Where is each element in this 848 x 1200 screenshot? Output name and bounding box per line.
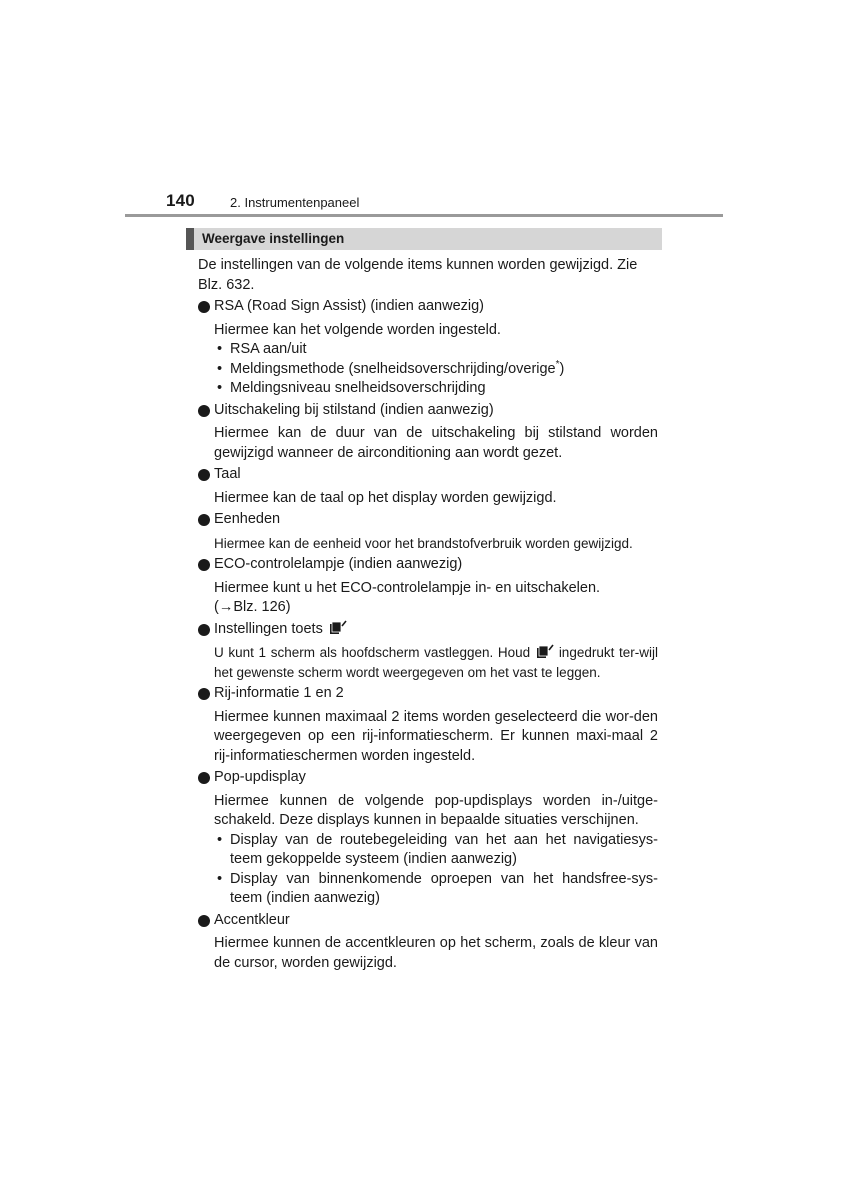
item-title: Uitschakeling bij stilstand (indien aanwezig) (214, 401, 494, 418)
bullet-dot-icon (198, 301, 210, 313)
item-accent-color (198, 911, 658, 974)
bullet-dot-icon (198, 624, 210, 636)
item-popup-display (198, 768, 658, 909)
item-settings-key (198, 620, 658, 683)
bullet-dot-icon (198, 514, 210, 526)
sub-item (214, 360, 658, 380)
item-description (214, 579, 658, 618)
sub-item: • Display van de routebegeleiding van het aan het navigatiesys-teem gekoppelde systeem (indien aanwezig) (214, 831, 658, 870)
item-description: Hiermee kunnen de volgende pop-updisplays worden in-/uitge-schakeld. Deze displays kunnen in bepaalde situaties verschijnen. (214, 792, 658, 828)
item-description-part: U kunt 1 scherm als hoofdscherm vastleggen. Houd (214, 645, 531, 660)
intro-text: De instellingen van de volgende items kunnen worden gewijzigd. Zie Blz. 632. (198, 257, 638, 293)
item-eco-lamp (198, 555, 658, 618)
item-heading (198, 911, 658, 931)
page-number: 140 (166, 191, 195, 210)
footnote-mark: * (555, 358, 560, 370)
item-heading (198, 297, 658, 317)
sub-item-text: Meldingsmethode (snelheidsoverschrijding/overige (230, 360, 556, 377)
page-reference: (→Blz. 126) (214, 599, 291, 615)
item-heading (198, 620, 658, 640)
item-description: Hiermee kan de taal op het display worden gewijzigd. (214, 489, 557, 506)
sub-list (198, 340, 658, 399)
section-heading (186, 228, 662, 250)
item-description-part: ingedrukt ter-wijl het gewenste scherm wordt weergegeven om het vast te leggen. (214, 645, 658, 680)
item-description (214, 643, 658, 682)
item-title: Accentkleur (214, 911, 290, 928)
item-trip-info (198, 684, 658, 766)
page-header (0, 0, 848, 220)
item-heading (198, 555, 658, 575)
item-units (198, 510, 658, 553)
bullet-dot-icon (198, 405, 210, 417)
item-heading (198, 465, 658, 485)
item-heading (198, 684, 658, 704)
item-description: Hiermee kunnen maximaal 2 items worden geselecteerd die wor-den weergegeven op een rij-informatiescherm. Er kunnen maxi-maal 2 rij-informatieschermen worden ingesteld. (214, 708, 658, 764)
item-title: Taal (214, 466, 241, 482)
item-title: Instellingen toets (214, 620, 323, 637)
bullet-dot-icon (198, 772, 210, 784)
item-description: Hiermee kan de eenheid voor het brandstofverbruik worden gewijzigd. (214, 535, 633, 551)
sub-item: • Display van binnenkomende oproepen van het handsfree-sys-teem (indien aanwezig) (214, 870, 658, 909)
item-description-line: Hiermee kunt u het ECO-controlelampje in- en uitschakelen. (214, 579, 601, 596)
header-rule (125, 214, 723, 217)
item-rsa (198, 297, 658, 399)
item-title: Pop-updisplay (214, 769, 306, 785)
item-description: Hiermee kan het volgende worden ingesteld. (214, 321, 501, 338)
bullet-dot-icon (198, 688, 210, 700)
bullet-dot-icon (198, 559, 210, 571)
item-heading (198, 401, 658, 421)
item-description: Hiermee kunnen de accentkleuren op het scherm, zoals de kleur van de cursor, worden gewijzigd. (214, 935, 658, 971)
item-description: Hiermee kan de duur van de uitschakeling bij stilstand worden gewijzigd wanneer de airconditioning aan wordt gezet. (214, 425, 658, 461)
item-title: Eenheden (214, 511, 281, 527)
item-heading (198, 510, 658, 530)
sub-item: • RSA aan/uit (214, 340, 658, 360)
settings-key-icon (329, 620, 347, 636)
chapter-title: 2. Instrumentenpaneel (230, 195, 360, 210)
item-title: ECO-controlelampje (indien aanwezig) (214, 556, 463, 572)
sub-item: • Meldingsniveau snelheidsoverschrijding (214, 379, 658, 399)
settings-key-icon (536, 644, 554, 660)
item-title: RSA (Road Sign Assist) (indien aanwezig) (214, 298, 484, 314)
item-heading (198, 768, 658, 788)
item-title: Rij-informatie 1 en 2 (214, 685, 344, 701)
item-language (198, 465, 658, 508)
sub-item-suffix: ) (559, 360, 565, 377)
bullet-dot-icon (198, 915, 210, 927)
section-title: Weergave instellingen (202, 231, 345, 246)
content (198, 256, 658, 973)
sub-list (198, 831, 658, 909)
bullet-dot-icon (198, 469, 210, 481)
item-idle-shutoff (198, 401, 658, 464)
